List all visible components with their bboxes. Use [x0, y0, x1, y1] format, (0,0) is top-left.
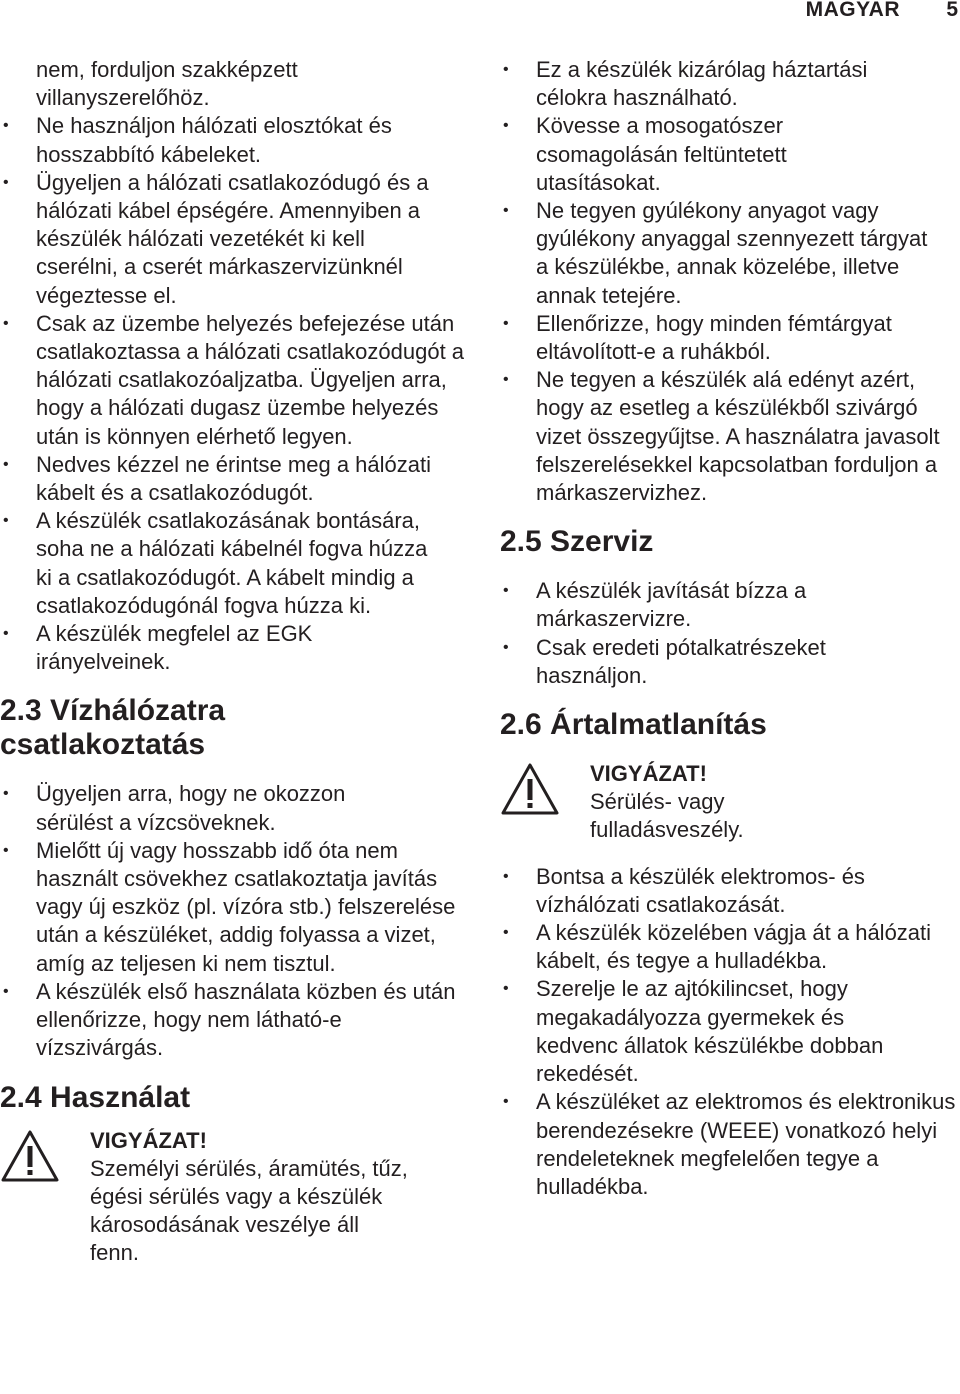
list-item: • Ne tegyen gyúlékony anyagot vagy gyúlékony anyaggal szennyezett tárgyat a készülékbe, annak közelébe, illetve annak tetejére.	[500, 197, 936, 310]
warning-title: VIGYÁZAT!	[90, 1127, 207, 1153]
disposal-bullet-list	[500, 863, 960, 1201]
section-title-service: 2.5 Szerviz	[500, 525, 654, 559]
list-item: • Nedves kézzel ne érintse meg a hálózati kábelt és a csatlakozódugót.	[0, 451, 456, 507]
list-item: • A készülék megfelel az EGK irányelveinek.	[0, 620, 376, 676]
language-label: MAGYAR	[805, 0, 900, 21]
list-item: • Csak eredeti pótalkatrészeket használjon.	[500, 634, 886, 690]
list-item: • Ne használjon hálózati elosztókat és hosszabbító kábeleket.	[0, 112, 456, 168]
list-item: • A készüléket az elektromos és elektronikus berendezésekre (WEEE) vonatkozó helyi rendeleteknek megfelelően tegye a hulladékba.	[500, 1088, 960, 1201]
list-item: • Bontsa a készülék elektromos- és vízhálózati csatlakozását.	[500, 863, 936, 919]
list-item: • Ne tegyen a készülék alá edényt azért, hogy az esetleg a készülékből szivárgó vizet összegyűjtse. A használatra javasolt felszerelésekkel kapcsolatban forduljon a márkaszervizhez.	[500, 366, 956, 507]
warning-text: Sérülés- vagy fulladásveszély.	[590, 789, 744, 843]
list-item: • Mielőtt új vagy hosszabb idő óta nem használt csövekhez csatlakoztatja javítás vagy új eszköz (pl. vízóra stb.) felszerelése után a készüléket, addig folyassa a vizet, amíg az teljesen ki nem tisztul.	[0, 837, 456, 978]
list-item: • Csak az üzembe helyezés befejezése után csatlakoztassa a hálózati csatlakozódugót a hálózati csatlakozóaljzatba. Ügyeljen arra, hogy a hálózati dugasz üzembe helyezés után is könnyen elérhető legyen.	[0, 310, 466, 451]
safety-bullet-list	[0, 112, 470, 676]
list-item: • Ez a készülék kizárólag háztartási célokra használható.	[500, 56, 936, 112]
left-column	[0, 56, 470, 1268]
warning-triangle-icon	[0, 1129, 60, 1183]
list-item: • A készülék javítását bízza a márkaszervizre.	[500, 577, 866, 633]
list-item: • Szerelje le az ajtókilincset, hogy megakadályozza gyermekek és kedvenc állatok készülékbe dobban rekedését.	[500, 975, 906, 1088]
list-item: • Ügyeljen a hálózati csatlakozódugó és a hálózati kábel épségére. Amennyiben a készülék hálózati vezetékét ki kell cserélni, a cserét márkaszervizünknél végeztesse el.	[0, 169, 446, 310]
warning-title: VIGYÁZAT!	[590, 761, 707, 787]
warning-box-use	[0, 1127, 470, 1268]
intro-text: nem, forduljon szakképzett villanyszerelőhöz.	[36, 57, 298, 111]
list-item: • Ellenőrizze, hogy minden fémtárgyat eltávolított-e a ruhákból.	[500, 310, 956, 366]
warning-box-disposal	[500, 760, 960, 845]
list-item: • A készülék közelében vágja át a hálózati kábelt, és tegye a hulladékba.	[500, 919, 960, 975]
water-connection-bullet-list	[0, 780, 470, 1062]
section-title-disposal: 2.6 Ártalmatlanítás	[500, 708, 767, 742]
list-item: • Ügyeljen arra, hogy ne okozzon sérülést a vízcsöveknek.	[0, 780, 396, 836]
service-bullet-list	[500, 577, 960, 690]
list-item: • A készülék csatlakozásának bontására, soha ne a hálózati kábelnél fogva húzza ki a csatlakozódugót. A kábelt mindig a csatlakozódugónál fogva húzza ki.	[0, 507, 436, 620]
list-item: • A készülék első használata közben és után ellenőrizze, hogy nem látható-e vízszivárgás.	[0, 978, 466, 1063]
warning-triangle-icon	[500, 762, 560, 816]
right-column	[500, 56, 960, 1201]
page-header	[0, 0, 960, 30]
warning-text: Személyi sérülés, áramütés, tűz, égési sérülés vagy a készülék károsodásának veszélye áll fenn.	[90, 1155, 408, 1266]
section-title-water-connection: 2.3 Vízhálózatra csatlakoztatás	[0, 694, 226, 762]
list-item: • Kövesse a mosogatószer csomagolásán feltüntetett utasításokat.	[500, 112, 856, 197]
use-bullet-list	[500, 56, 960, 507]
page-number: 5	[946, 0, 958, 21]
section-title-use: 2.4 Használat	[0, 1080, 191, 1114]
